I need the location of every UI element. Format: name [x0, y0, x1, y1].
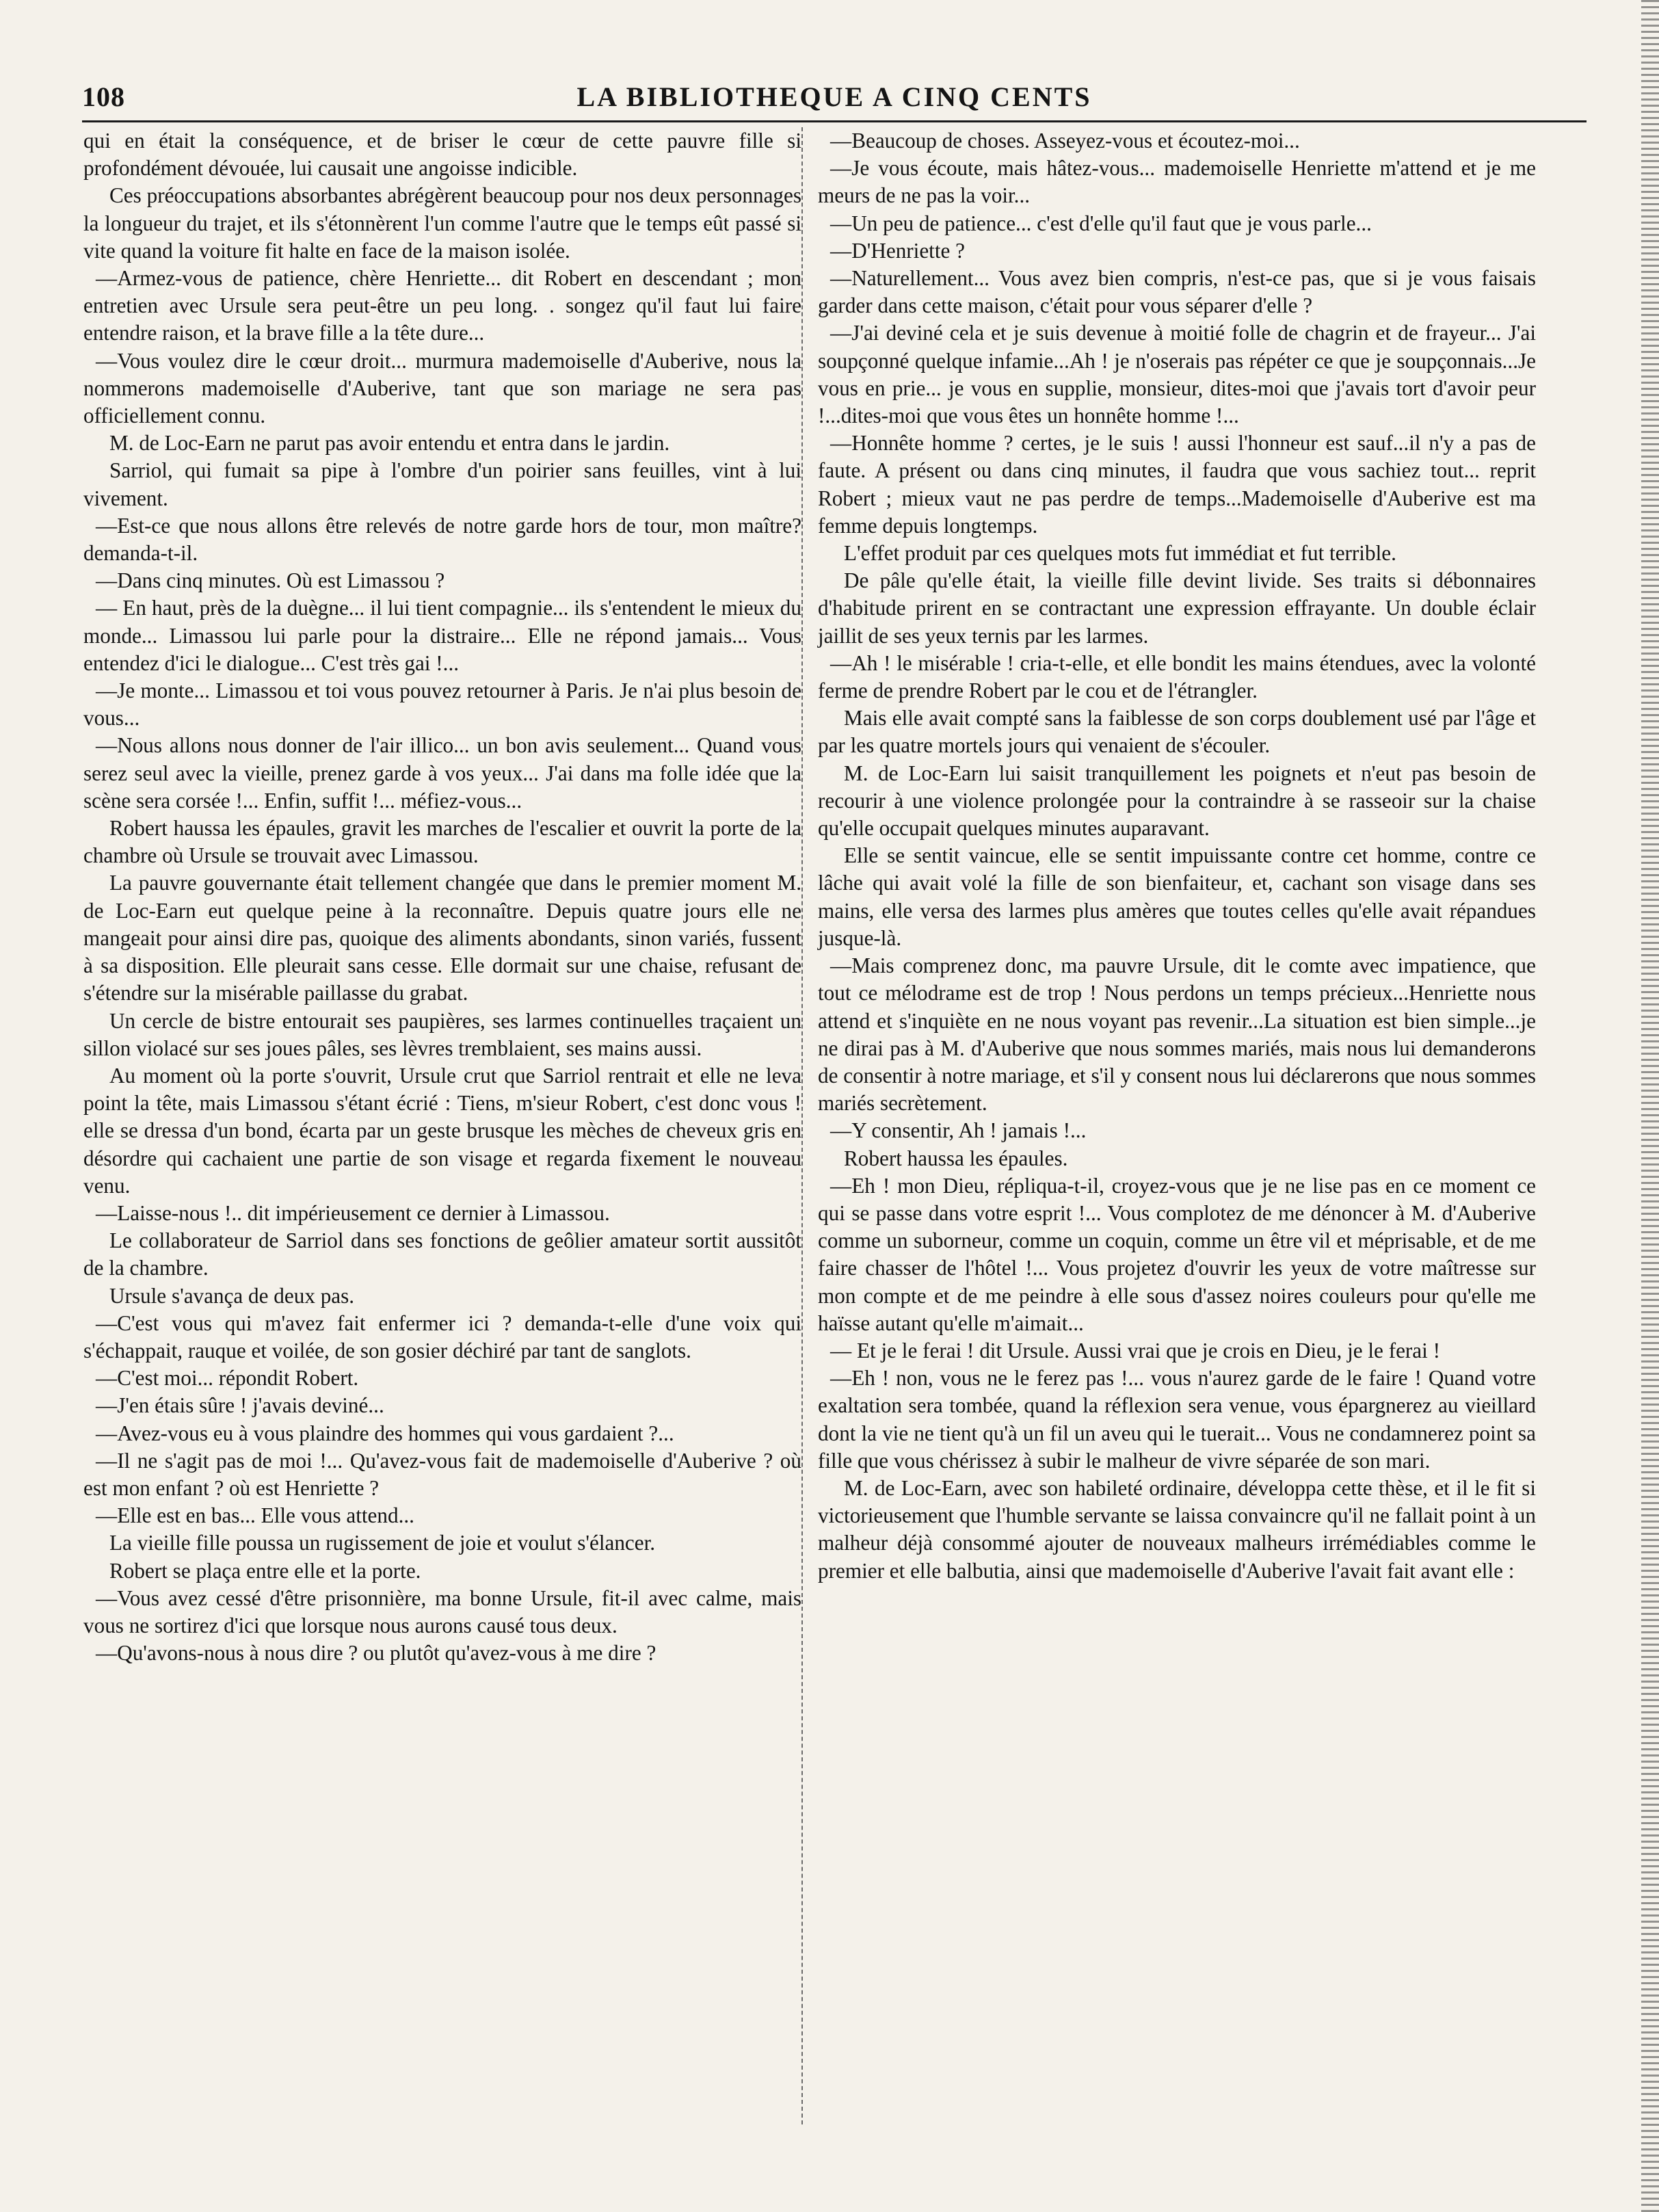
- paragraph: —Qu'avons-nous à nous dire ? ou plutôt qu'avez-vous à me dire ?: [96, 1641, 656, 1665]
- paragraph: —Dans cinq minutes. Où est Limassou ?: [96, 568, 445, 593]
- paragraph: —Vous voulez dire le cœur droit... murmura mademoiselle d'Auberive, nous la nommerons mademoiselle d'Auberive, tant que son mariage ne sera pas officiellement connu.: [83, 348, 801, 428]
- paragraph: —Beaucoup de choses. Asseyez-vous et écoutez-moi...: [830, 129, 1300, 153]
- paragraph: —Eh ! mon Dieu, répliqua-t-il, croyez-vous que je ne lise pas en ce moment ce qui se passe dans votre esprit !... Vous complotez de me dénoncer à M. d'Auberive comme un suborneur, comme un coquin, comme un être vil et méprisable, et de me faire chasser de l'hôtel !... Vous projetez d'ouvrir les yeux de votre maîtresse sur mon compte et de me peindre à elle sous d'assez noires couleurs pour qu'elle me haïsse autant qu'elle m'aimait...: [818, 1173, 1536, 1335]
- paragraph: Robert haussa les épaules, gravit les marches de l'escalier et ouvrit la porte de la chambre où Ursule se trouvait avec Limassou.: [83, 816, 801, 868]
- paragraph: —Nous allons nous donner de l'air illico... un bon avis seulement... Quand vous serez seul avec la vieille, prenez garde à vos yeux... J'ai dans ma folle idée que la scène sera corsée !... Enfin, suffit !... méfiez-vous...: [83, 733, 801, 813]
- paragraph: —Laisse-nous !.. dit impérieusement ce dernier à Limassou.: [96, 1200, 610, 1225]
- paragraph: Ursule s'avança de deux pas.: [109, 1283, 355, 1308]
- paragraph: —C'est moi... répondit Robert.: [96, 1366, 359, 1391]
- paragraph: M. de Loc-Earn ne parut pas avoir entendu et entra dans le jardin.: [109, 431, 670, 456]
- paragraph: M. de Loc-Earn, avec son habileté ordinaire, développa cette thèse, et il le fit si victorieusement que l'humble servante se laissa convaincre qu'il ne fallait point à un malheur déjà consommé ajouter de nouveaux malheurs irrémédiables comme le premier et elle balbutia, ainsi que mademoiselle d'Auberive l'avait fait avant elle :: [818, 1475, 1536, 1583]
- paragraph: De pâle qu'elle était, la vieille fille devint livide. Ses traits si débonnaires d'habitude prirent en se contractant une expression effrayante. Un double éclair jaillit de ses yeux ternis par les larmes.: [818, 568, 1536, 648]
- paragraph: —Armez-vous de patience, chère Henriette... dit Robert en descendant ; mon entretien avec Ursule sera peut-être un peu long. . songez qu'il faut lui faire entendre raison, et la brave fille a la tête dure...: [83, 266, 801, 345]
- paragraph: —Je vous écoute, mais hâtez-vous... mademoiselle Henriette m'attend et je me meurs de ne pas la voir...: [818, 156, 1536, 208]
- paragraph: Ces préoccupations absorbantes abrégèrent beaucoup pour nos deux personnages la longueur du trajet, et ils s'étonnèrent l'un comme l'autre que le temps eût passé si vite quand la voiture fit halte en face de la maison isolée.: [83, 183, 801, 263]
- paragraph: —Est-ce que nous allons être relevés de notre garde hors de tour, mon maître? demanda-t-il.: [83, 513, 801, 566]
- paragraph: L'effet produit par ces quelques mots fut immédiat et fut terrible.: [844, 541, 1396, 566]
- paragraph: — Et je le ferai ! dit Ursule. Aussi vrai que je crois en Dieu, je le ferai !: [830, 1338, 1440, 1362]
- paragraph: M. de Loc-Earn lui saisit tranquillement les poignets et n'eut pas besoin de recourir à une violence prolongée pour la contraindre à se rasseoir sur la chaise qu'elle occupait quelques minutes auparavant.: [818, 761, 1536, 841]
- paragraph: —Il ne s'agit pas de moi !... Qu'avez-vous fait de mademoiselle d'Auberive ? où est mon enfant ? où est Henriette ?: [83, 1448, 801, 1500]
- paragraph: Robert haussa les épaules.: [844, 1146, 1068, 1170]
- paragraph: La pauvre gouvernante était tellement changée que dans le premier moment M. de Loc-Earn eut quelque peine à la reconnaître. Depuis quatre jours elle ne mangeait pour ainsi dire pas, quoique des aliments abondants, sinon variés, fussent à sa disposition. Elle pleurait sans cesse. Elle dormait sur une chaise, refusant de s'étendre sur la misérable paillasse du grabat.: [83, 871, 801, 1005]
- paragraph: Mais elle avait compté sans la faiblesse de son corps doublement usé par l'âge et par les quatre mortels jours qui venaient de s'écouler.: [818, 706, 1536, 758]
- column-divider: [801, 127, 803, 2124]
- page-header: [82, 81, 1587, 122]
- paragraph: —Y consentir, Ah ! jamais !...: [830, 1118, 1087, 1143]
- paragraph: Sarriol, qui fumait sa pipe à l'ombre d'un poirier sans feuilles, vint à lui vivement.: [83, 458, 801, 510]
- paragraph: La vieille fille poussa un rugissement de joie et voulut s'élancer.: [109, 1531, 656, 1555]
- running-title: LA BIBLIOTHEQUE A CINQ CENTS: [576, 81, 1092, 112]
- paragraph: —Avez-vous eu à vous plaindre des hommes qui vous gardaient ?...: [96, 1421, 674, 1445]
- paragraph: Au moment où la porte s'ouvrit, Ursule crut que Sarriol rentrait et elle ne leva point la tête, mais Limassou s'étant écrié : Tiens, m'sieur Robert, c'est donc vous ! elle se dressa d'un bond, écarta par un geste brusque les mèches de cheveux gris en désordre qui cachaient une partie de son visage et regarda fixement le nouveau venu.: [83, 1063, 801, 1198]
- page-edge-scan-artifact: [1641, 0, 1659, 2212]
- paragraph: —D'Henriette ?: [830, 238, 965, 263]
- paragraph: Elle se sentit vaincue, elle se sentit impuissante contre cet homme, contre ce lâche qui avait volé la fille de son bienfaiteur, et, cachant son visage dans ses mains, elle versa des larmes plus amères que toutes celles qu'elle avait répandues jusque-là.: [818, 843, 1536, 950]
- paragraph: —J'en étais sûre ! j'avais deviné...: [96, 1393, 384, 1418]
- paragraph: Robert se plaça entre elle et la porte.: [109, 1558, 421, 1583]
- paragraph: —Mais comprenez donc, ma pauvre Ursule, dit le comte avec impatience, que tout ce mélodrame est de trop ! Nous perdons un temps précieux...Henriette nous attend et s'inquiète en ne nous voyant pas revenir...La situation est bien simple...je ne dirai pas à M. d'Auberive que nous sommes mariés, mais nous lui demanderons de consentir à notre mariage, et s'il y consent nous lui déclarerons que nous sommes mariés secrètement.: [818, 953, 1536, 1116]
- left-column: [83, 127, 801, 1667]
- paragraph: —Ah ! le misérable ! cria-t-elle, et elle bondit les mains étendues, avec la volonté ferme de prendre Robert par le cou et de l'étrangler.: [818, 650, 1536, 703]
- page-number: 108: [82, 81, 125, 112]
- paragraph: —Vous avez cessé d'être prisonnière, ma bonne Ursule, fit-il avec calme, mais vous ne sortirez d'ici que lorsque nous aurons causé tous deux.: [83, 1585, 801, 1637]
- paragraph: —C'est vous qui m'avez fait enfermer ici ? demanda-t-elle d'une voix qui s'échappait, rauque et voilée, de son gosier déchiré par tant de sanglots.: [83, 1311, 801, 1362]
- paragraph: —Un peu de patience... c'est d'elle qu'il faut que je vous parle...: [830, 211, 1372, 235]
- right-column: [818, 127, 1536, 1585]
- paragraph: —Naturellement... Vous avez bien compris, n'est-ce pas, que si je vous faisais garder dans cette maison, c'était pour vous séparer d'elle ?: [818, 266, 1536, 318]
- paragraph: —Je monte... Limassou et toi vous pouvez retourner à Paris. Je n'ai plus besoin de vous...: [83, 679, 801, 730]
- paragraph: —J'ai deviné cela et je suis devenue à moitié folle de chagrin et de frayeur... J'ai soupçonné quelque infamie...Ah ! je n'oserais pas répéter ce que je soupçonnais...Je vous en prie... je vous en supplie, monsieur, dites-moi que j'avais tort d'avoir peur !...dites-moi que vous êtes un honnête homme !...: [818, 321, 1536, 428]
- paragraph: qui en était la conséquence, et de briser le cœur de cette pauvre fille si profondément dévouée, lui causait une angoisse indicible.: [83, 129, 801, 181]
- paragraph: —Eh ! non, vous ne le ferez pas !... vous n'aurez garde de le faire ! Quand votre exaltation sera tombée, quand la réflexion sera venue, vous épargnerez au vieillard dont la vie ne tient qu'à un fil un aveu qui le tuerait... Vous ne condamnerez point sa fille que vous chérissez à subir le malheur de vivre séparée de son mari.: [818, 1366, 1536, 1473]
- paragraph: —Elle est en bas... Elle vous attend...: [96, 1503, 414, 1528]
- header-rule: [82, 120, 1587, 122]
- paragraph: Le collaborateur de Sarriol dans ses fonctions de geôlier amateur sortit aussitôt de la chambre.: [83, 1228, 801, 1280]
- paragraph: — En haut, près de la duègne... il lui tient compagnie... ils s'entendent le mieux du monde... Limassou lui parle pour la distraire... Elle ne répond jamais... Vous entendez d'ici le dialogue... C'est très gai !...: [83, 596, 801, 675]
- paragraph: —Honnête homme ? certes, je le suis ! aussi l'honneur est sauf...il n'y a pas de faute. A présent ou dans cinq minutes, il faudra que vous sachiez tout... reprit Robert ; mieux vaut ne pas perdre de temps...Mademoiselle d'Auberive est ma femme depuis longtemps.: [818, 431, 1536, 538]
- paragraph: Un cercle de bistre entourait ses paupières, ses larmes continuelles traçaient un sillon violacé sur ses joues pâles, ses lèvres tremblaient, ses mains aussi.: [83, 1008, 801, 1060]
